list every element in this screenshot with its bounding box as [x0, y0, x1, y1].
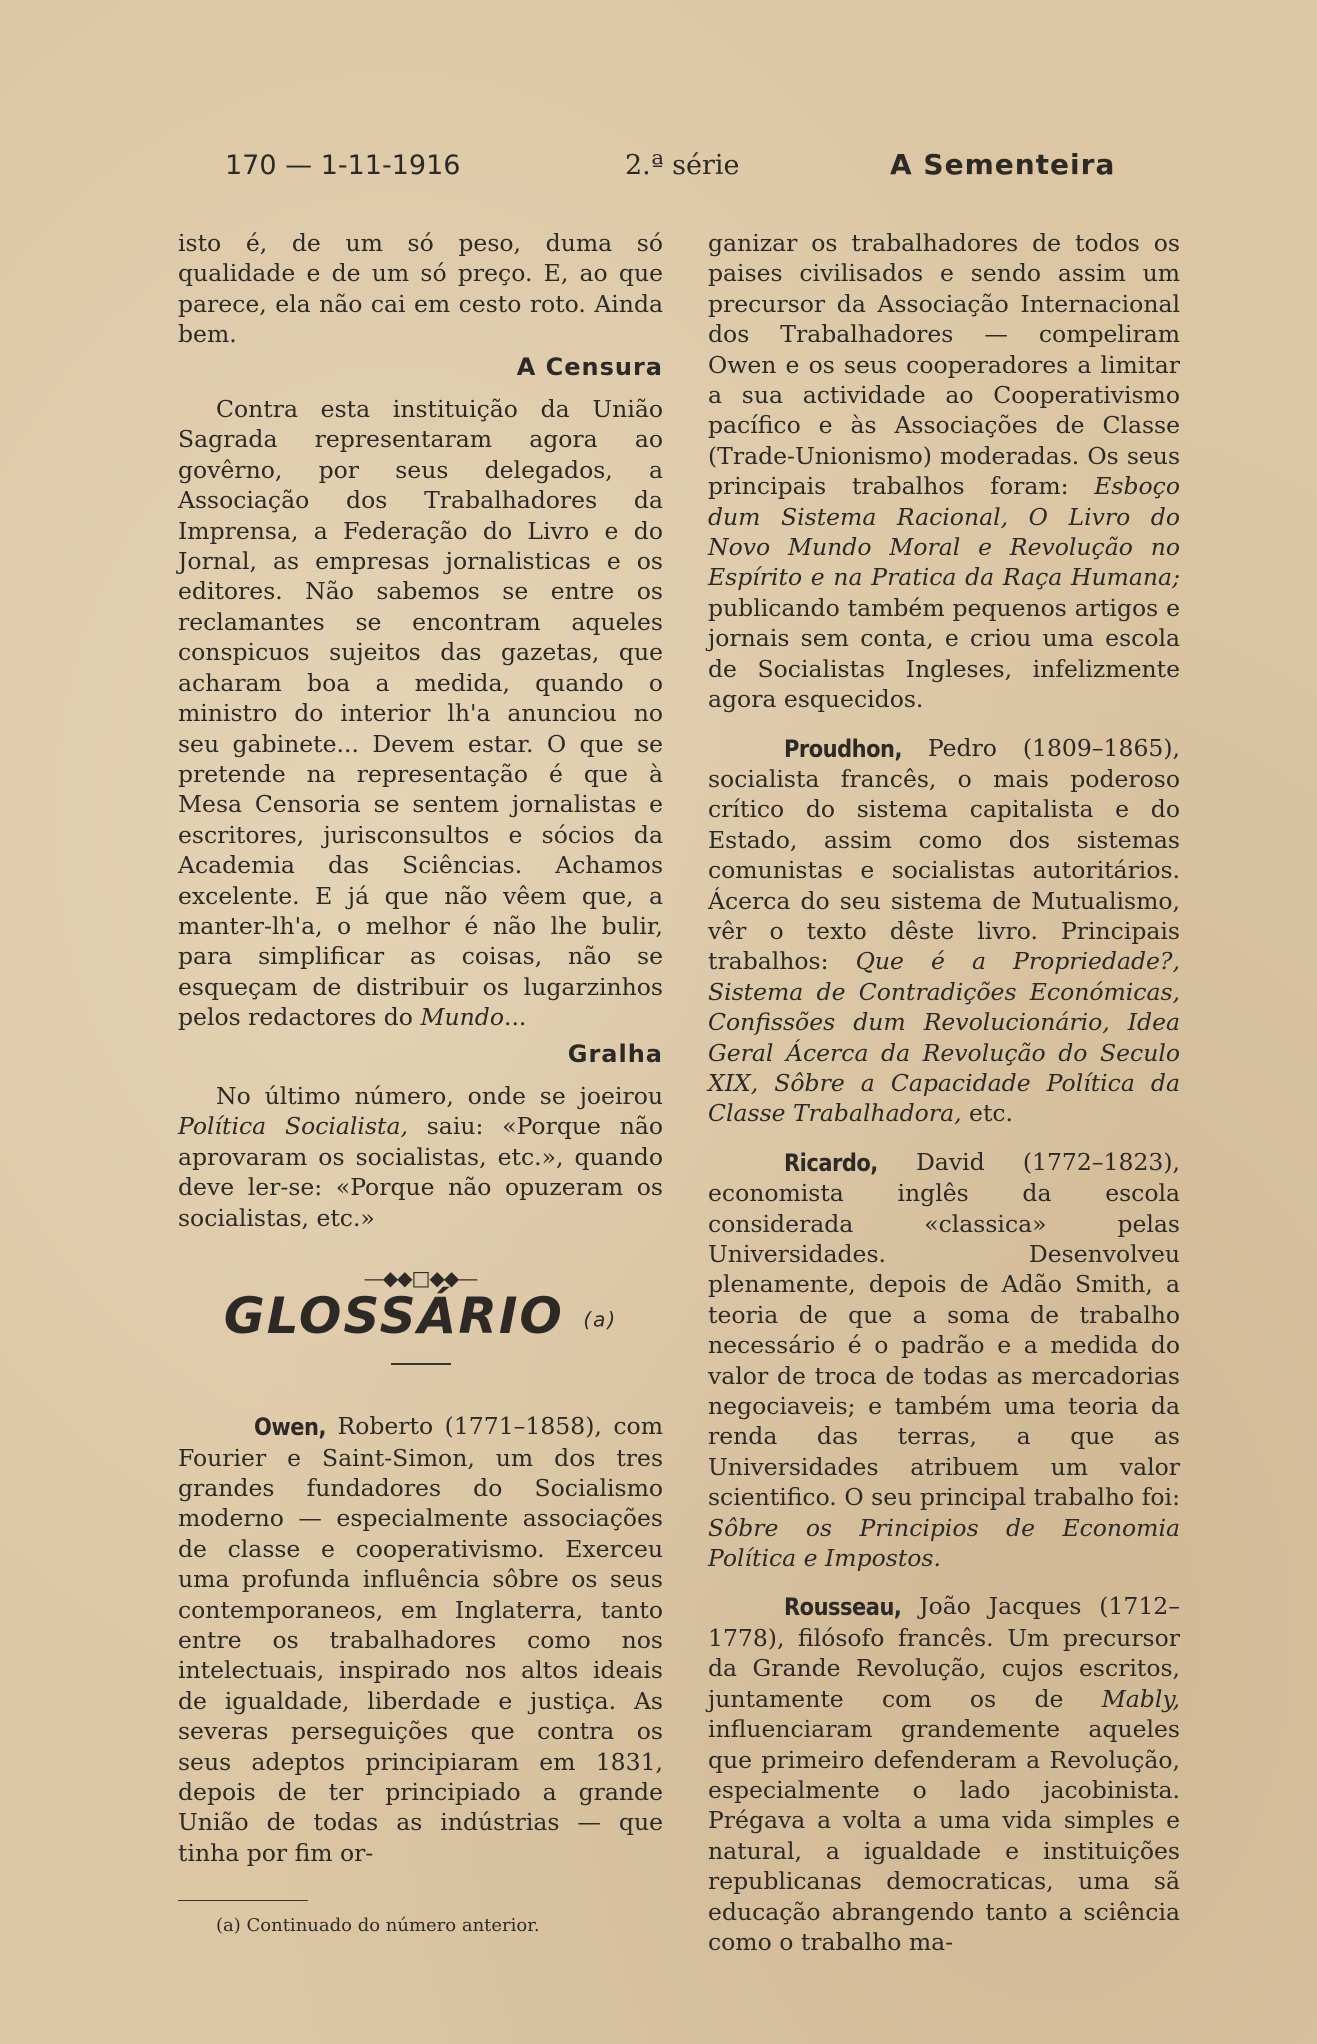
short-rule: [391, 1363, 451, 1365]
spacer: [708, 715, 1180, 733]
entry-name-rousseau: Rousseau,: [784, 1593, 902, 1622]
censura-paragraph: Contra esta instituição da União Sagrada representaram agora ao govêrno, por seus delegados, a Associação dos Trabalhadores da Imprensa, a Federação do Livro e do Jornal, as empresas jornalisticas e os editores. Não sabemos se entre os reclamantes se encontram aqueles conspicuos sujeitos das gazetas, que acharam boa a medida, quando o ministro do interior lh'a anunciou no seu gabinete... Devem estar. O que se pretende na representação é que à Mesa Censoria se sentem jornalistas e escritores, jurisconsultos e sócios da Academia das Sciências. Achamos excelente. E já que não vêem que, a manter-lh'a, o melhor é não lhe bulir, para simplificar as coisas, não se esqueçam de distribuir os lugarzinhos pelos redactores do Mundo...: [178, 395, 663, 1032]
entry-ricardo: Ricardo, David (1772–1823), economista inglês da escola considerada «classica» pelas Universidades. Desenvolveu plenamente, depois de Adão Smith, a teoria de que a soma de trabalho necessário é o padrão e a medida do valor de troca de todas as mercadorias negociaveis; e também uma teoria da renda das terras, a que as Universidades atribuem um valor scientifico. O seu principal trabalho foi: Sôbre os Principios de Economia Política e Impostos.: [708, 1147, 1180, 1574]
page-header: [225, 150, 1125, 186]
right-column: [708, 228, 1180, 1957]
issue-date: 170 — 1-11-1916: [225, 150, 461, 181]
entry-name-proudhon: Proudhon,: [784, 734, 902, 763]
ornament-divider: —◆◆□◆◆—: [363, 1266, 478, 1290]
entry-rousseau: Rousseau, João Jacques (1712–1778), filósofo francês. Um precursor da Grande Revolução, cujos escritos, juntamente com os de Mably, influenciaram grandemente aqueles que primeiro defenderam a Revolução, especialmente o lado jacobinista. Prégava a volta a uma vida simples e natural, a igualdade e instituições republicanas democraticas, uma sã educação abrangendo tanto a sciência como o trabalho ma-: [708, 1591, 1180, 1957]
footnote-rule: [178, 1900, 308, 1901]
censura-heading: A Censura: [516, 352, 663, 381]
series-label: 2.ª série: [625, 150, 740, 181]
intro-paragraph: isto é, de um só peso, duma só qualidade e de um só preço. E, ao que parece, ela não cai em cesto roto. Ainda bem.: [178, 229, 663, 349]
journal-title: A Sementeira: [890, 148, 1116, 181]
glossary-heading: GLOSSÁRIO (a): [223, 1287, 618, 1346]
entry-name-ricardo: Ricardo,: [784, 1148, 878, 1177]
gralha-heading: Gralha: [567, 1039, 663, 1068]
footnote: (a) Continuado do número anterior.: [216, 1915, 540, 1937]
entry-name-owen: Owen,: [254, 1413, 326, 1441]
gralha-paragraph: No último número, onde se joeirou Política Socialista, saiu: «Porque não aprovaram os socialistas, etc.», quando deve ler-se: «Porque não opuzeram os socialistas, etc.»: [178, 1081, 663, 1232]
left-column: [178, 228, 663, 1942]
spacer: [708, 1129, 1180, 1147]
entry-proudhon: Proudhon, Pedro (1809–1865), socialista francês, o mais poderoso crítico do sistema capitalista e do Estado, assim como dos sistemas comunistas e socialistas autoritários. Ácerca do seu sistema de Mutualismo, vêr o texto dêste livro. Principais trabalhos: Que é a Propriedade?, Sistema de Contradições Económicas, Confissões dum Revolucionário, Idea Geral Ácerca da Revolução do Seculo XIX, Sôbre a Capacidade Política da Classe Trabalhadora, etc.: [708, 733, 1180, 1129]
entry-owen-continued: ganizar os trabalhadores de todos os paises civilisados e sendo assim um precursor da Associação Internacional dos Trabalhadores — compeliram Owen e os seus cooperadores a limitar a sua actividade ao Cooperativismo pacífico e às Associações de Classe (Trade-Unionismo) moderadas. Os seus principais trabalhos foram: Esboço dum Sistema Racional, O Livro do Novo Mundo Moral e Revolução no Espírito e na Pratica da Raça Humana; publicando também pequenos artigos e jornais sem conta, e criou uma escola de Socialistas Ingleses, infelizmente agora esquecidos.: [708, 229, 1180, 714]
entry-owen: Owen, Roberto (1771–1858), com Fourier e Saint-Simon, um dos tres grandes fundadores do Socialismo moderno — especialmente associações de classe e cooperativismo. Exerceu uma profunda influência sôbre os seus contemporaneos, em Inglaterra, tanto entre os trabalhadores como nos intelectuais, inspirado nos altos ideais de igualdade, liberdade e justiça. As severas perseguições que contra os seus adeptos principiaram em 1831, depois de ter principiado a grande União de todas as indústrias — que tinha por fim or-: [178, 1411, 663, 1868]
